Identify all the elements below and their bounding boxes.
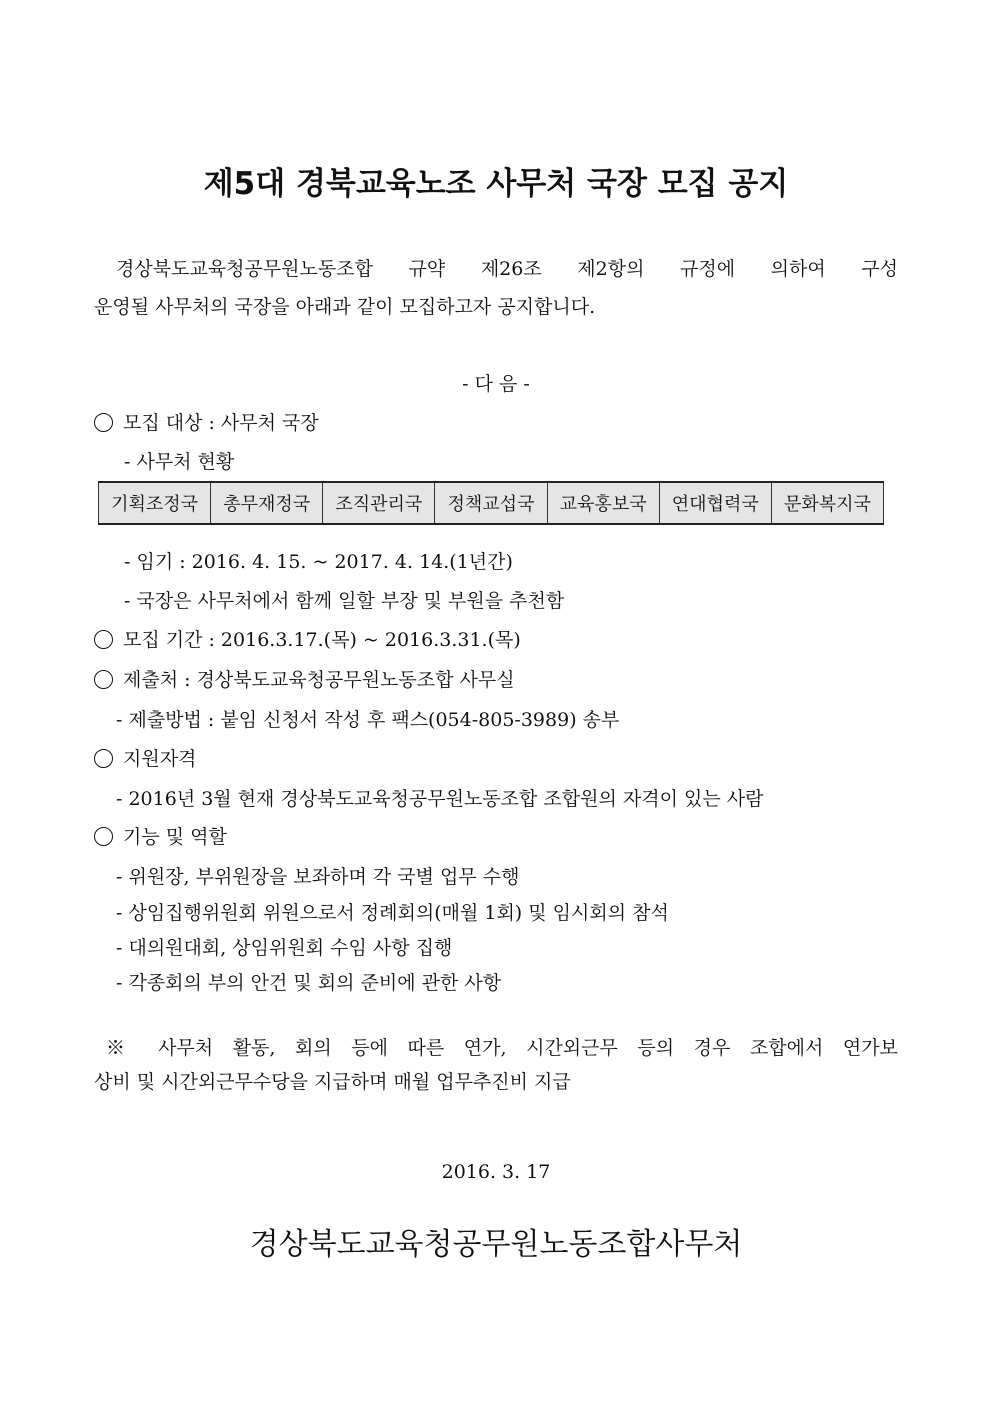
role-line-2: - 상임집행위원회 위원으로서 정례회의(매월 1회) 및 임시회의 참석 (116, 902, 669, 924)
recruit-period-text: 모집 기간 : 2016.3.17.(목) ~ 2016.3.31.(목) (123, 629, 521, 651)
submit-method-text: - 제출방법 : 붙임 신청서 작성 후 팩스(054-805-3989) 송부 (116, 709, 620, 731)
qualification-text: - 2016년 3월 현재 경상북도교육청공무원노동조합 조합원의 자격이 있는 사람 (116, 788, 764, 810)
role-line-3: - 대의원대회, 상임위원회 수임 사항 집행 (116, 937, 453, 959)
recruit-period-item (94, 625, 521, 652)
department-cell: 정책교섭국 (435, 482, 547, 524)
department-cell: 문화복지국 (771, 482, 883, 524)
circle-bullet-icon (94, 413, 113, 432)
submit-to-text: 제출처 : 경상북도교육청공무원노동조합 사무실 (123, 669, 515, 691)
recruit-target-text: 모집 대상 : 사무처 국장 (123, 412, 319, 434)
intro-paragraph (94, 250, 898, 326)
department-row (99, 482, 884, 524)
role-line-4: - 각종회의 부의 안건 및 회의 준비에 관한 사항 (116, 972, 502, 994)
qualification-title: 지원자격 (123, 748, 197, 770)
department-table (98, 481, 884, 525)
office-status-label: - 사무처 현황 (124, 451, 235, 473)
role-line-1: - 위원장, 부위원장을 보좌하며 각 국별 업무 수행 (116, 866, 520, 888)
section-heading-next: - 다 음 - (462, 373, 530, 395)
note-paragraph (94, 1031, 898, 1099)
department-cell: 연대협력국 (659, 482, 771, 524)
circle-bullet-icon (94, 827, 113, 846)
role-title: 기능 및 역할 (123, 826, 227, 848)
circle-bullet-icon (94, 749, 113, 768)
note-line-2: 상비 및 시간외근무수당을 지급하며 매월 업무추진비 지급 (94, 1071, 571, 1093)
role-item (94, 822, 227, 849)
circle-bullet-icon (94, 670, 113, 689)
note-line-1: ※ 사무처 활동, 회의 등에 따른 연가, 시간외근무 등의 경우 조합에서 연가보 (106, 1037, 898, 1059)
term-text: - 임기 : 2016. 4. 15. ~ 2017. 4. 14.(1년간) (124, 551, 513, 573)
intro-line-2: 운영될 사무처의 국장을 아래과 같이 모집하고자 공지합니다. (94, 296, 596, 318)
department-cell: 조직관리국 (323, 482, 435, 524)
circle-bullet-icon (94, 630, 113, 649)
page-title: 제5대 경북교육노조 사무처 국장 모집 공지 (203, 166, 789, 202)
recruit-target-item (94, 408, 319, 435)
intro-line-1: 경상북도교육청공무원노동조합 규약 제26조 제2항의 규정에 의하여 구성 (116, 258, 898, 280)
document-date: 2016. 3. 17 (441, 1161, 551, 1183)
qualification-item (94, 744, 196, 771)
department-cell: 교육홍보국 (547, 482, 659, 524)
department-cell: 총무재정국 (211, 482, 323, 524)
department-cell: 기획조정국 (99, 482, 211, 524)
submit-to-item (94, 665, 515, 692)
recommend-text: - 국장은 사무처에서 함께 일할 부장 및 부원을 추천함 (124, 590, 565, 612)
issuer-signature: 경상북도교육청공무원노동조합사무처 (249, 1227, 743, 1262)
